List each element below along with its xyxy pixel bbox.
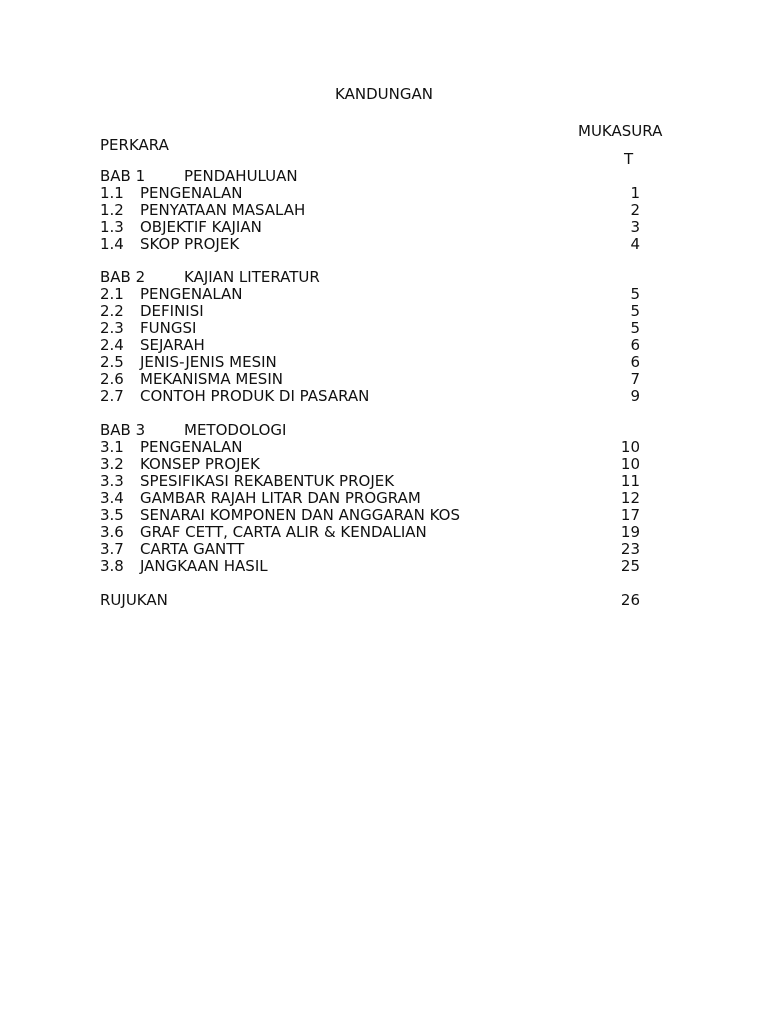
toc-page-number: 6 <box>630 336 640 354</box>
toc-number: 2.5 <box>100 353 124 371</box>
toc-title: FUNGSI <box>140 319 197 337</box>
toc-number: 3.8 <box>100 557 124 575</box>
toc-title: JENIS-JENIS MESIN <box>140 353 277 371</box>
toc-page-number: 5 <box>630 302 640 320</box>
toc-number: 3.4 <box>100 489 124 507</box>
toc-page-number: 10 <box>620 455 640 473</box>
toc-number: 1.3 <box>100 218 124 236</box>
toc-page-number: 7 <box>630 370 640 388</box>
toc-number: 3.1 <box>100 438 124 456</box>
toc-number: 3.2 <box>100 455 124 473</box>
toc-page-number: 3 <box>630 218 640 236</box>
toc-title: DEFINISI <box>140 302 204 320</box>
toc-row <box>100 473 640 490</box>
toc-number: 2.7 <box>100 387 124 405</box>
toc-title: PENGENALAN <box>140 184 243 202</box>
mukasurat-header-line2: T <box>624 150 634 168</box>
toc-number: BAB 2 <box>100 268 146 286</box>
page-title: KANDUNGAN <box>335 85 433 103</box>
toc-number: 2.4 <box>100 336 124 354</box>
toc-number: BAB 1 <box>100 167 146 185</box>
toc-number: 2.2 <box>100 302 124 320</box>
toc-page-number: 26 <box>620 591 640 609</box>
toc-page-number: 9 <box>630 387 640 405</box>
toc-row <box>100 320 640 337</box>
toc-chapter-row <box>100 422 640 439</box>
toc-row <box>100 456 640 473</box>
toc-row <box>100 439 640 456</box>
toc-title: PENYATAAN MASALAH <box>140 201 306 219</box>
toc-row <box>100 388 640 405</box>
toc-title: PENGENALAN <box>140 285 243 303</box>
toc-page-number: 2 <box>630 201 640 219</box>
toc-title: PENGENALAN <box>140 438 243 456</box>
toc-number: 3.3 <box>100 472 124 490</box>
perkara-header: PERKARA <box>100 136 169 154</box>
toc-number: 2.6 <box>100 370 124 388</box>
toc-row <box>100 219 640 236</box>
toc-chapter-row <box>100 168 640 185</box>
toc-title: METODOLOGI <box>184 421 287 439</box>
toc-title: KAJIAN LITERATUR <box>184 268 320 286</box>
toc-page-number: 19 <box>620 523 640 541</box>
toc-page-number: 1 <box>630 184 640 202</box>
toc-number: 3.7 <box>100 540 124 558</box>
toc-title: CARTA GANTT <box>140 540 245 558</box>
toc-title: GRAF CETT, CARTA ALIR & KENDALIAN <box>140 523 427 541</box>
toc-page-number: 11 <box>620 472 640 490</box>
toc-number: 1.2 <box>100 201 124 219</box>
toc-title: CONTOH PRODUK DI PASARAN <box>140 387 370 405</box>
toc-row <box>100 507 640 524</box>
toc-row <box>100 202 640 219</box>
toc-references-row <box>100 592 640 609</box>
toc-title: SPESIFIKASI REKABENTUK PROJEK <box>140 472 395 490</box>
toc-title: SKOP PROJEK <box>140 235 240 253</box>
toc-row <box>100 337 640 354</box>
toc-row <box>100 371 640 388</box>
toc-row <box>100 541 640 558</box>
toc-row <box>100 524 640 541</box>
toc-chapter-row <box>100 269 640 286</box>
toc-row <box>100 490 640 507</box>
toc-row <box>100 286 640 303</box>
toc-page-number: 4 <box>630 235 640 253</box>
toc-title: MEKANISMA MESIN <box>140 370 283 388</box>
toc-title: KONSEP PROJEK <box>140 455 260 473</box>
toc-number: BAB 3 <box>100 421 146 439</box>
toc-page-number: 23 <box>620 540 640 558</box>
toc-number: 2.3 <box>100 319 124 337</box>
toc-title: GAMBAR RAJAH LITAR DAN PROGRAM <box>140 489 421 507</box>
toc-number: 1.1 <box>100 184 124 202</box>
toc-page-number: 6 <box>630 353 640 371</box>
toc-number: 1.4 <box>100 235 124 253</box>
toc-row <box>100 236 640 253</box>
toc-page-number: 25 <box>620 557 640 575</box>
toc-page-number: 10 <box>620 438 640 456</box>
toc-row <box>100 354 640 371</box>
toc-page-number: 12 <box>620 489 640 507</box>
toc-page-number: 17 <box>620 506 640 524</box>
toc-row <box>100 185 640 202</box>
toc-title: OBJEKTIF KAJIAN <box>140 218 262 236</box>
toc-title: SEJARAH <box>140 336 205 354</box>
toc-page-number: 5 <box>630 285 640 303</box>
toc-row <box>100 303 640 320</box>
toc-row <box>100 558 640 575</box>
toc-number: 3.5 <box>100 506 124 524</box>
toc-page-number: 5 <box>630 319 640 337</box>
toc-number: 3.6 <box>100 523 124 541</box>
mukasurat-header-line1: MUKASURA <box>578 122 663 140</box>
toc-number: RUJUKAN <box>100 591 168 609</box>
toc-title: PENDAHULUAN <box>184 167 298 185</box>
toc-title: JANGKAAN HASIL <box>140 557 268 575</box>
toc-number: 2.1 <box>100 285 124 303</box>
toc-title: SENARAI KOMPONEN DAN ANGGARAN KOS <box>140 506 460 524</box>
